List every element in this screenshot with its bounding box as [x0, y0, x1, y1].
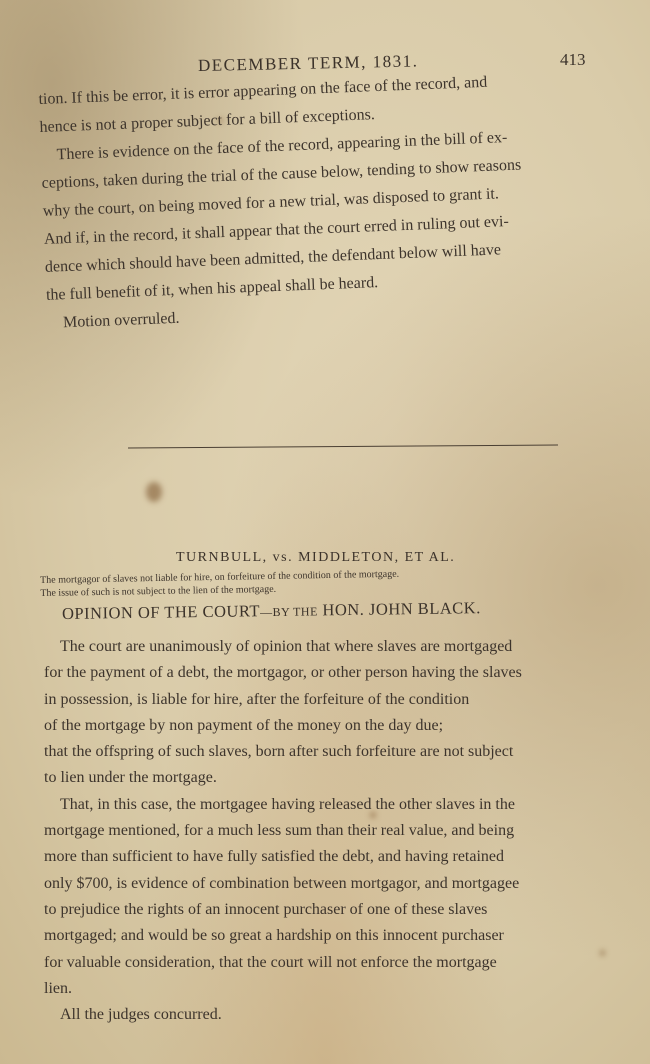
page-number: 413 — [560, 50, 586, 69]
text-line: That, in this case, the mortgagee having released the other slaves in the — [60, 795, 515, 813]
section-divider — [128, 444, 558, 448]
text-line: dence which should have been admitted, the defendant below will have — [44, 241, 502, 276]
opinion-heading-judge: HON. JOHN BLACK. — [322, 598, 481, 620]
text-line: the full benefit of it, when his appeal shall be heard. — [45, 274, 379, 304]
text-line: ceptions, taken during the trial of the cause below, tending to show reasons — [41, 156, 522, 192]
text-line: of the mortgage by non payment of the money on the day due; — [44, 716, 444, 734]
text-line: tion. If this be error, it is error appearing on the face of the record, and — [38, 73, 488, 108]
text-line: more than sufficient to have fully satisfied the debt, and having retained — [44, 848, 505, 866]
opinion-heading — [62, 598, 481, 624]
headnote — [40, 568, 399, 600]
text-line: to lien under the mortgage. — [44, 769, 217, 787]
headnote-line: The issue of such is not subject to the lien of the mortgage. — [40, 583, 277, 599]
opinion-text — [44, 634, 522, 1028]
ink-stain — [600, 950, 605, 956]
text-line: The court are unanimously of opinion that where slaves are mortgaged — [60, 638, 513, 655]
headnote-line: The mortgagor of slaves not liable for hire, on forfeiture of the condition of the mortgage. — [40, 568, 400, 586]
text-line: Motion overruled. — [62, 309, 180, 332]
text-line: in possession, is liable for hire, after the forfeiture of the condition — [44, 690, 470, 708]
text-line: And if, in the record, it shall appear that the court erred in ruling out evi- — [43, 213, 510, 248]
upper-opinion-text — [38, 64, 627, 338]
ink-stain — [146, 482, 162, 502]
text-line: to prejudice the rights of an innocent purchaser of one of these slaves — [44, 900, 488, 918]
text-line: hence is not a proper subject for a bill of exceptions. — [39, 106, 376, 136]
text-line: There is evidence on the face of the record, appearing in the bill of ex- — [56, 129, 508, 164]
text-line: that the offspring of such slaves, born after such forfeiture are not subject — [44, 743, 514, 761]
text-line: lien. — [44, 979, 72, 997]
text-line: only $700, is evidence of combination between mortgagor, and mortgagee — [44, 874, 520, 892]
text-line: mortgaged; and would be so great a hardship on this innocent purchaser — [44, 927, 504, 945]
text-line: mortgage mentioned, for a much less sum than their real value, and being — [44, 822, 515, 840]
text-line: for the payment of a debt, the mortgagor, or other person having the slaves — [44, 664, 522, 682]
text-line: All the judges concurred. — [60, 1006, 222, 1024]
text-line: for valuable consideration, that the court will not enforce the mortgage — [44, 953, 497, 971]
opinion-heading-by: —BY THE — [259, 604, 318, 620]
opinion-heading-main: OPINION OF THE COURT — [61, 601, 261, 623]
running-title: DECEMBER TERM, 1831. — [197, 51, 419, 75]
text-line: why the court, on being moved for a new trial, was disposed to grant it. — [42, 185, 500, 220]
case-title: TURNBULL, vs. MIDDLETON, ET AL. — [176, 550, 456, 565]
